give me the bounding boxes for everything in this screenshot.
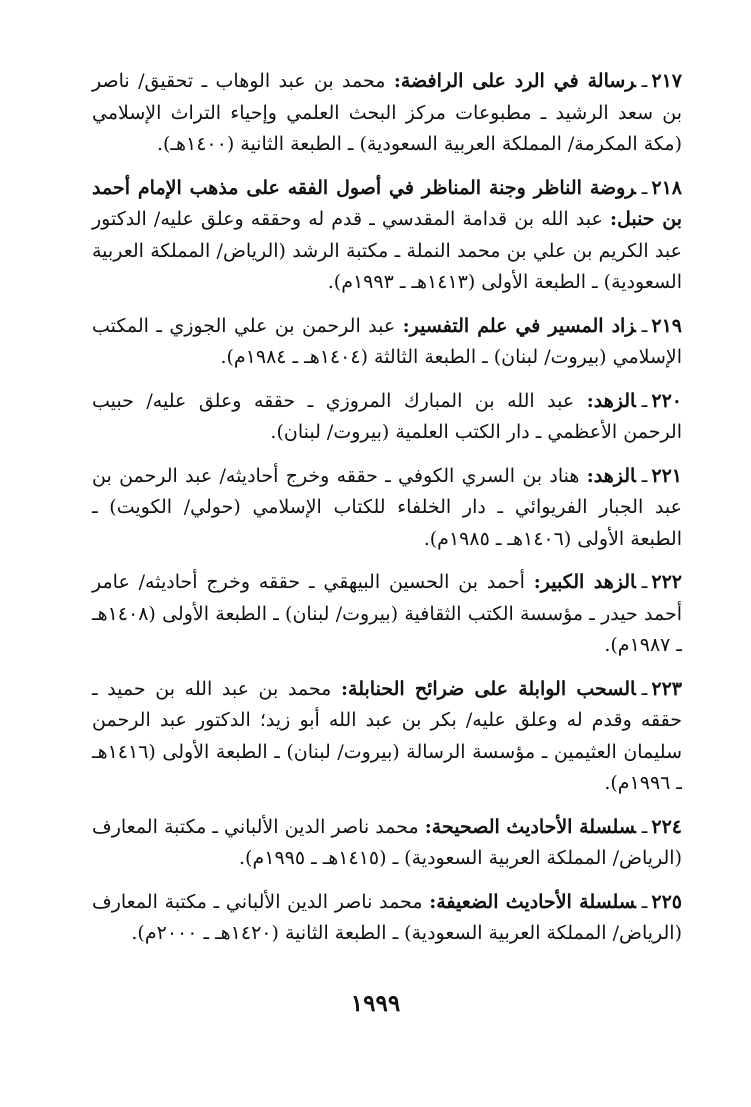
page-number: ١٩٩٩	[350, 990, 401, 1017]
entry-separator: ـ	[641, 389, 648, 412]
entry-title: روضة الناظر وجنة المناظر في أصول الفقه على مذهب الإمام أحمد بن حنبل:	[92, 176, 682, 230]
entry-text: محمد بن عبد الوهاب ـ تحقيق/ ناصر بن سعد الرشيد ـ مطبوعات مركز البحث العلمي وإحياء التراث الإسلامي (مكة المكرمة/ المملكة العربية السعودية) ـ الطبعة الثانية (١٤٠٠هـ).	[92, 70, 682, 155]
entry-224	[92, 812, 682, 875]
entry-separator: ـ	[641, 571, 648, 593]
entry-number: ٢١٧	[651, 70, 682, 92]
entry-separator: ـ	[641, 677, 648, 700]
entry-title: الزهد:	[586, 389, 636, 412]
entry-title: سلسلة الأحاديث الضعيفة:	[429, 890, 636, 913]
entry-number: ٢١٨	[651, 176, 682, 199]
entry-separator: ـ	[641, 314, 648, 337]
entry-title: سلسلة الأحاديث الصحيحة:	[424, 815, 636, 838]
entry-217	[92, 66, 682, 161]
entry-number: ٢٢٣	[651, 677, 682, 700]
entry-text: محمد بن عبد الله بن حميد ـ حققه وقدم له وعلق عليه/ بكر بن عبد الله أبو زيد؛ الدكتور عبد الرحمن سليمان العثيمين ـ مؤسسة الرسالة (بيروت/ لبنان) ـ الطبعة الأولى (١٤١٦هـ ـ ١٩٩٦م).	[92, 677, 682, 794]
entry-text: محمد ناصر الدين الألباني ـ مكتبة المعارف (الرياض/ المملكة العربية السعودية) ـ الطبعة الثانية (١٤٢٠هـ ـ ٢٠٠٠م).	[92, 890, 682, 944]
entry-number: ٢٢٥	[651, 890, 682, 913]
entry-number: ٢١٩	[651, 314, 682, 337]
entry-text: عبد الله بن المبارك المروزي ـ حققه وعلق عليه/ حبيب الرحمن الأعظمي ـ دار الكتب العلمية (بيروت/ لبنان).	[92, 389, 682, 443]
entry-222	[92, 567, 682, 662]
bibliography-list	[92, 66, 682, 962]
entry-separator: ـ	[641, 70, 648, 92]
entry-text: عبد الرحمن بن علي الجوزي ـ المكتب الإسلامي (بيروت/ لبنان) ـ الطبعة الثالثة (١٤٠٤هـ ـ ١٩٨٤م).	[92, 314, 682, 368]
entry-text: أحمد بن الحسين البيهقي ـ حققه وخرج أحاديثه/ عامر أحمد حيدر ـ مؤسسة الكتب الثقافية (بيروت/ لبنان) ـ الطبعة الأولى (١٤٠٨هـ ـ ١٩٨٧م).	[92, 571, 682, 656]
entry-221	[92, 461, 682, 556]
entry-title: رسالة في الرد على الرافضة:	[393, 70, 636, 92]
entry-218	[92, 173, 682, 299]
entry-number: ٢٢٠	[651, 389, 682, 412]
entry-separator: ـ	[641, 176, 648, 199]
entry-text: عبد الله بن قدامة المقدسي ـ قدم له وحققه وعلق عليه/ الدكتور عبد الكريم بن علي بن محمد النملة ـ مكتبة الرشد (الرياض/ المملكة العربية السعودية) ـ الطبعة الأولى (١٤١٣هـ ـ ١٩٩٣م).	[92, 208, 682, 293]
entry-219	[92, 311, 682, 374]
entry-223	[92, 674, 682, 800]
entry-separator: ـ	[641, 890, 648, 913]
entry-title: زاد المسير في علم التفسير:	[402, 314, 636, 337]
entry-number: ٢٢١	[651, 464, 682, 487]
entry-title: الزهد:	[586, 464, 636, 487]
entry-text: هناد بن السري الكوفي ـ حققه وخرج أحاديثه/ عبد الرحمن بن عبد الجبار الفريوائي ـ دار الخلفاء للكتاب الإسلامي (حولي/ الكويت) ـ الطبعة الأولى (١٤٠٦هـ ـ ١٩٨٥م).	[92, 464, 682, 550]
entry-225	[92, 887, 682, 950]
entry-separator: ـ	[641, 464, 648, 487]
entry-220	[92, 386, 682, 449]
entry-number: ٢٢٢	[651, 571, 682, 593]
entry-title: الزهد الكبير:	[533, 571, 636, 593]
entry-title: السحب الوابلة على ضرائح الحنابلة:	[341, 677, 636, 700]
entry-separator: ـ	[641, 815, 648, 838]
entry-number: ٢٢٤	[651, 815, 682, 838]
entry-text: محمد ناصر الدين الألباني ـ مكتبة المعارف (الرياض/ المملكة العربية السعودية) ـ (١٤١٥هـ ـ ١٩٩٥م).	[92, 815, 682, 869]
